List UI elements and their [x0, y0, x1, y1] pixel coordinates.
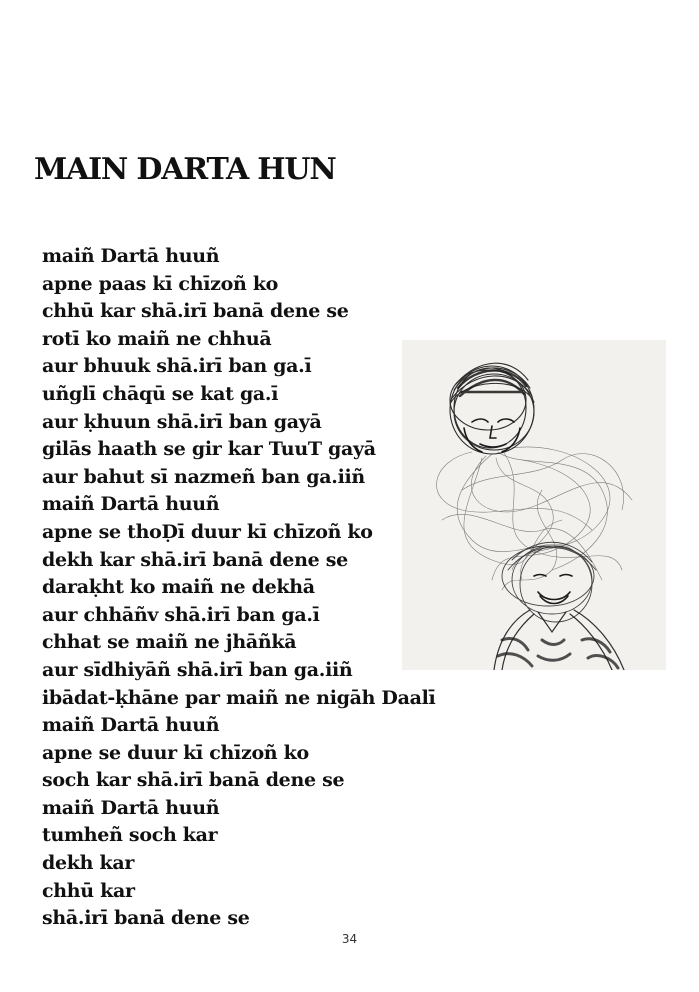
- poem-body: [42, 243, 435, 933]
- poem-line: apne se duur kī chīzoñ ko: [42, 741, 309, 764]
- lower-figure-head: [502, 542, 596, 622]
- scribble-threads: [437, 447, 632, 590]
- poem-line: aur ḳhuun shā.irī ban gayā: [42, 410, 322, 433]
- poem-line: aur sīdhiyāñ shā.irī ban ga.iiñ: [42, 658, 353, 681]
- page-number: 34: [341, 932, 358, 946]
- poem-line: apne se thoḌī duur kī chīzoñ ko: [42, 520, 373, 543]
- poem-line: chhū kar: [42, 879, 135, 902]
- poem-line: ibādat-ḳhāne par maiñ ne nigāh Daalī: [42, 686, 436, 709]
- poem-line: uñglī chāqū se kat ga.ī: [42, 382, 279, 405]
- poem-line: maiñ Dartā huuñ: [42, 714, 220, 737]
- poem-line: chhū kar shā.irī banā dene se: [42, 300, 349, 323]
- floating-head: [450, 363, 534, 454]
- poem-line: chhat se maiñ ne jhāñkā: [42, 631, 297, 654]
- poem-line: tumheñ soch kar: [42, 824, 218, 847]
- poem-line: soch kar shā.irī banā dene se: [42, 769, 345, 792]
- poem-line: rotī ko maiñ ne chhuā: [42, 327, 272, 350]
- poem-line: dekh kar: [42, 852, 135, 875]
- poem-line: gilās haath se gir kar TuuT gayā: [42, 438, 376, 461]
- poem-line: aur bahut sī nazmeñ ban ga.iiñ: [42, 465, 365, 488]
- page-title: MAIN DARTA HUN: [34, 152, 336, 187]
- poem-line: maiñ Dartā huuñ: [42, 796, 220, 819]
- poem-line: shā.irī banā dene se: [42, 907, 250, 930]
- poem-line: maiñ Dartā huuñ: [42, 493, 220, 516]
- poem-line: apne paas kī chīzoñ ko: [42, 272, 279, 295]
- poem-line: aur chhāñv shā.irī ban ga.ī: [42, 603, 320, 626]
- poem-line: dekh kar shā.irī banā dene se: [42, 548, 348, 571]
- scribble-portrait-drawing: [402, 340, 666, 670]
- poem-line: daraḳht ko maiñ ne dekhā: [42, 576, 315, 599]
- poem-line: maiñ Dartā huuñ: [42, 245, 220, 267]
- scribble-portrait-illustration: [402, 340, 666, 670]
- poem-line: aur bhuuk shā.irī ban ga.ī: [42, 355, 312, 378]
